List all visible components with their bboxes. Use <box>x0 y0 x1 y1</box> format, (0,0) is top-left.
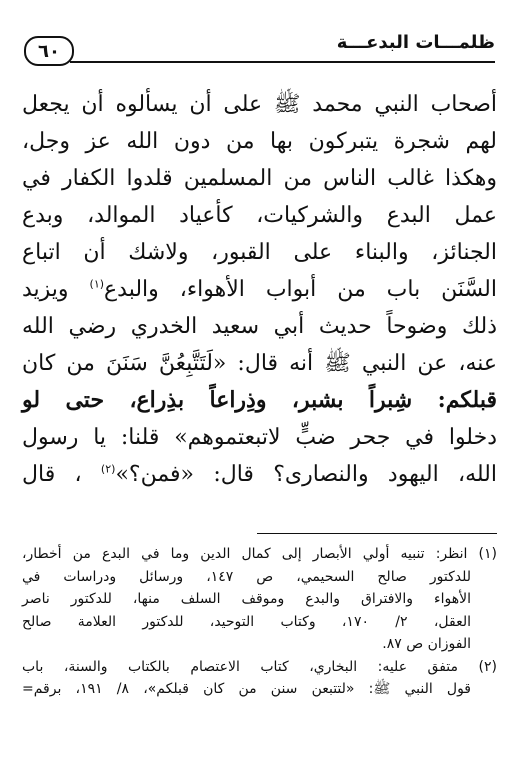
footnote-line: العقل، ٢/ ١٧٠، وكتاب التوحيد، للدكتور العلامة صالح <box>22 613 471 630</box>
text-line: عمل البدع والشركيات، كأعياد الموالد، وبدع <box>22 203 497 228</box>
text-line: أصحاب النبي محمد ﷺ على أن يسألوه أن يجعل <box>22 92 497 117</box>
text-line: عنه، عن النبي ﷺ أنه قال: «لَتَتَّبِعُنَّ سَنَنَ من كان <box>22 351 497 376</box>
text-line: وهكذا غالب الناس من المسلمين قلدوا الكفار في <box>22 166 497 191</box>
main-text <box>22 86 497 493</box>
footnotes <box>22 543 497 701</box>
footnote-line: الأهواء والافتراق والبدع وموقف السلف منها، للدكتور ناصر <box>22 591 471 607</box>
hadith-line: قبلكم: شِبراً بشبر، وذِراعاً بذِراع، حتى لو <box>22 387 497 413</box>
page-header <box>24 24 495 64</box>
text-line: الجنائز، والبناء على القبور، ولاشك أن اتباع <box>22 240 497 265</box>
text-segment: السَّنَن باب من أبواب الأهواء، والبدع <box>104 277 497 302</box>
text-line: ذلك وضوحاً حديث أبي سعيد الخدري رضي الله <box>22 314 497 339</box>
text-line <box>22 456 497 493</box>
footnote-separator <box>257 533 497 534</box>
hadith-line: دخلوا في جحر ضبٍّ لاتبعتموهم» قلنا: يا رسول <box>22 425 497 450</box>
footnote-ref-2: (٢) <box>100 462 116 476</box>
header-rule <box>70 61 495 63</box>
footnote-line: (٢) متفق عليه: البخاري، كتاب الاعتصام بالكتاب والسنة، باب <box>22 658 497 675</box>
text-segment: الله، اليهود والنصارى؟ قال: «فمن؟» <box>115 462 497 487</box>
text-segment: ويزيد <box>22 277 69 302</box>
footnote-line: قول النبي ﷺ: «لتتبعن سنن من كان قبلكم»، ٨/ ١٩١، برقم= <box>22 681 471 697</box>
page-number: ٦٠ <box>24 36 74 66</box>
text-segment: ، قال <box>22 462 82 487</box>
footnote-line: (١) انظر: تنبيه أولي الأبصار إلى كمال الدين وما في البدع من أخطار، <box>22 546 497 562</box>
footnote-line: للدكتور صالح السحيمي، ص ١٤٧، ورسائل ودراسات في <box>22 568 471 585</box>
footnote-line: الفوزان ص ٨٧. <box>382 636 471 652</box>
text-line <box>22 271 497 308</box>
footnote-ref-1: (١) <box>89 277 105 291</box>
running-title: ظلمـــات البدعـــة <box>336 32 495 53</box>
text-line: لهم شجرة يتبركون بها من دون الله عز وجل، <box>22 129 497 154</box>
